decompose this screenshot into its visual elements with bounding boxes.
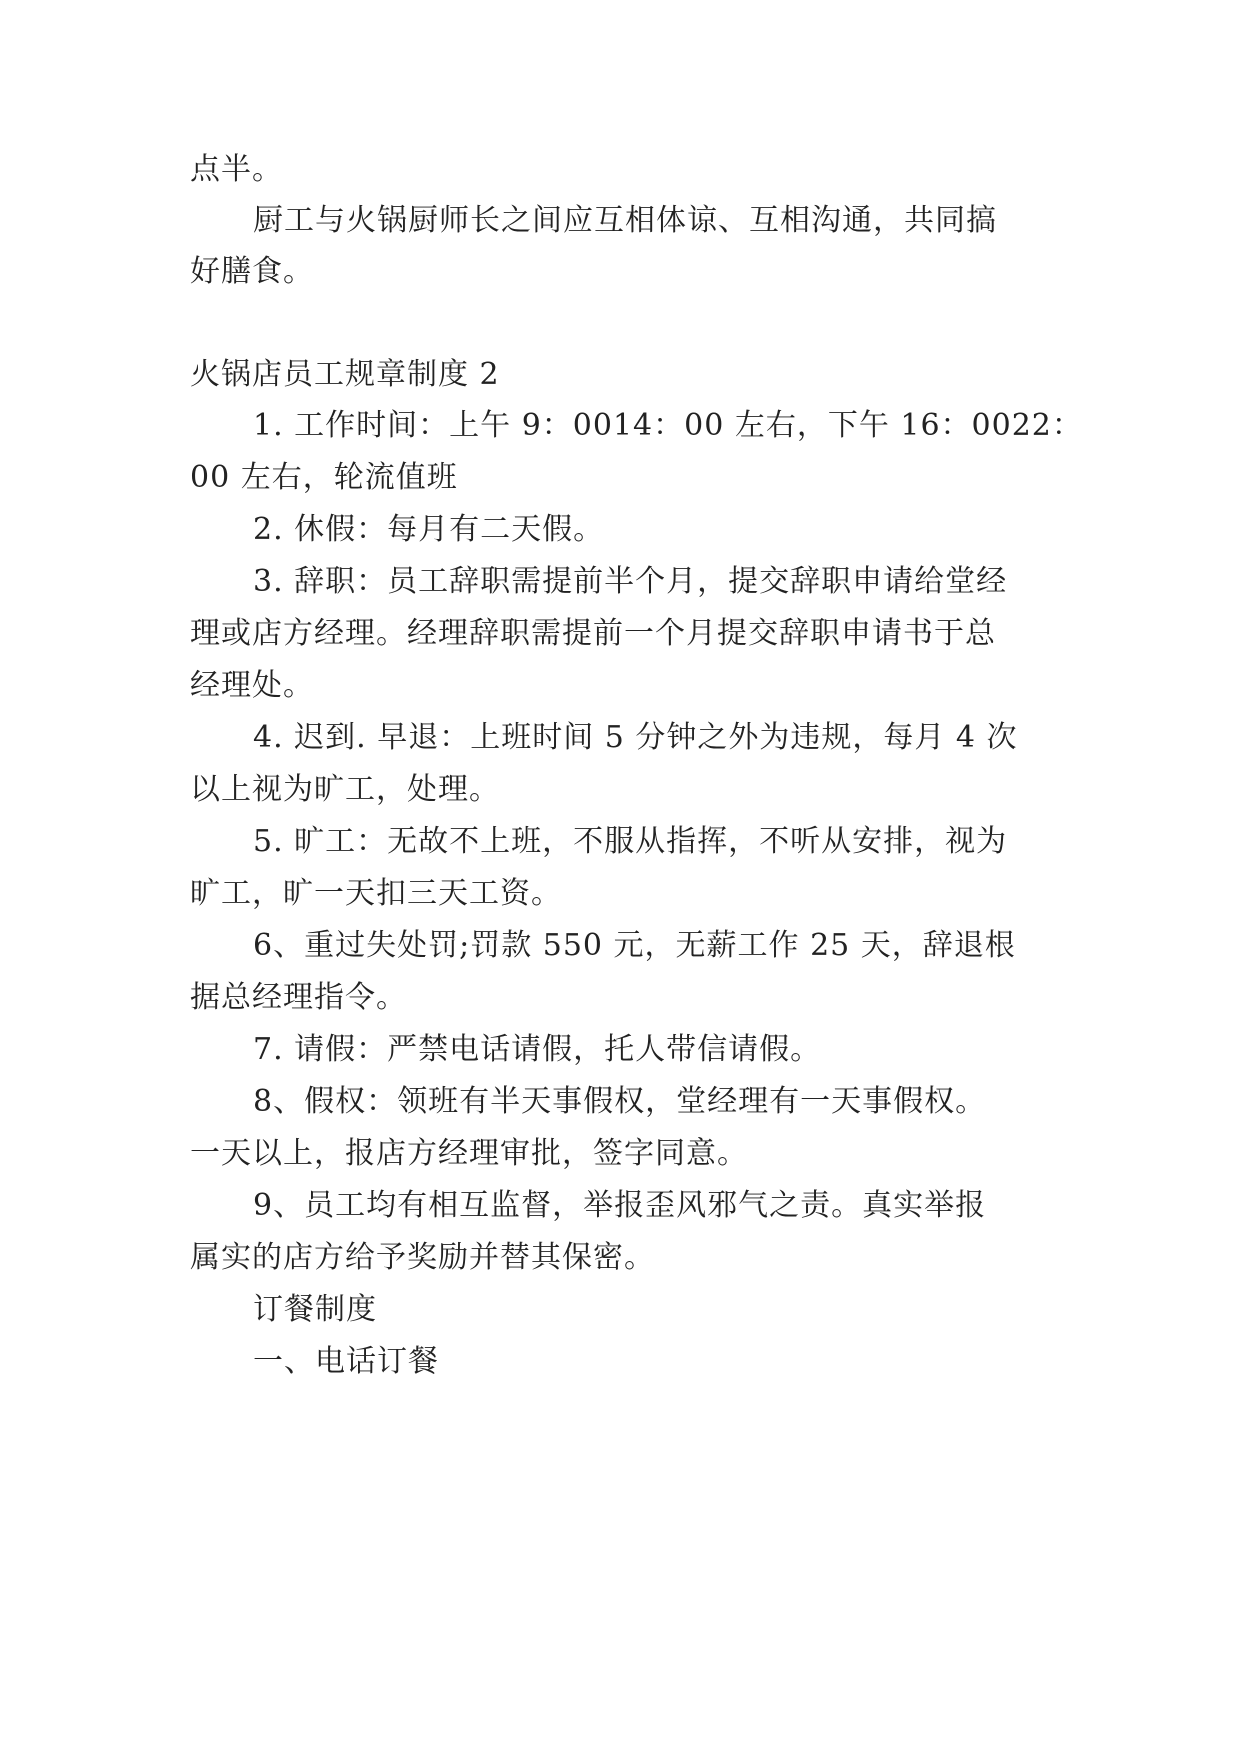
text-line: 经理处。 — [190, 668, 314, 703]
text-line: 一天以上，报店方经理审批，签字同意。 — [190, 1136, 748, 1171]
text-line: 00 左右，轮流值班 — [190, 460, 458, 495]
text-line: 5. 旷工：无故不上班，不服从指挥，不听从安排，视为 — [253, 824, 1008, 859]
text-line: 据总经理指令。 — [190, 980, 407, 1015]
text-line: 1. 工作时间：上午 9：0014：00 左右，下午 16：0022： — [253, 408, 1083, 443]
text-line: 理或店方经理。经理辞职需提前一个月提交辞职申请书于总 — [190, 616, 996, 651]
subsection-heading: 订餐制度 — [253, 1292, 377, 1327]
text-line: 点半。 — [190, 152, 283, 187]
text-line: 9、员工均有相互监督，举报歪风邪气之责。真实举报 — [253, 1188, 987, 1223]
text-line: 属实的店方给予奖励并替其保密。 — [190, 1240, 655, 1275]
section-heading: 火锅店员工规章制度 2 — [190, 357, 500, 392]
text-line: 7. 请假：严禁电话请假，托人带信请假。 — [253, 1032, 822, 1067]
text-line: 旷工，旷一天扣三天工资。 — [190, 876, 562, 911]
text-line: 好膳食。 — [190, 254, 314, 289]
text-line: 3. 辞职：员工辞职需提前半个月，提交辞职申请给堂经 — [253, 564, 1008, 599]
text-line: 2. 休假：每月有二天假。 — [253, 512, 605, 547]
text-line: 以上视为旷工，处理。 — [190, 772, 500, 807]
text-line: 一、电话订餐 — [253, 1344, 439, 1379]
text-line: 8、假权：领班有半天事假权，堂经理有一天事假权。 — [253, 1084, 987, 1119]
text-line: 4. 迟到. 早退：上班时间 5 分钟之外为违规，每月 4 次 — [253, 720, 1018, 755]
text-line: 厨工与火锅厨师长之间应互相体谅、互相沟通，共同搞 — [253, 203, 997, 238]
text-line: 6、重过失处罚;罚款 550 元，无薪工作 25 天，辞退根 — [253, 928, 1016, 963]
